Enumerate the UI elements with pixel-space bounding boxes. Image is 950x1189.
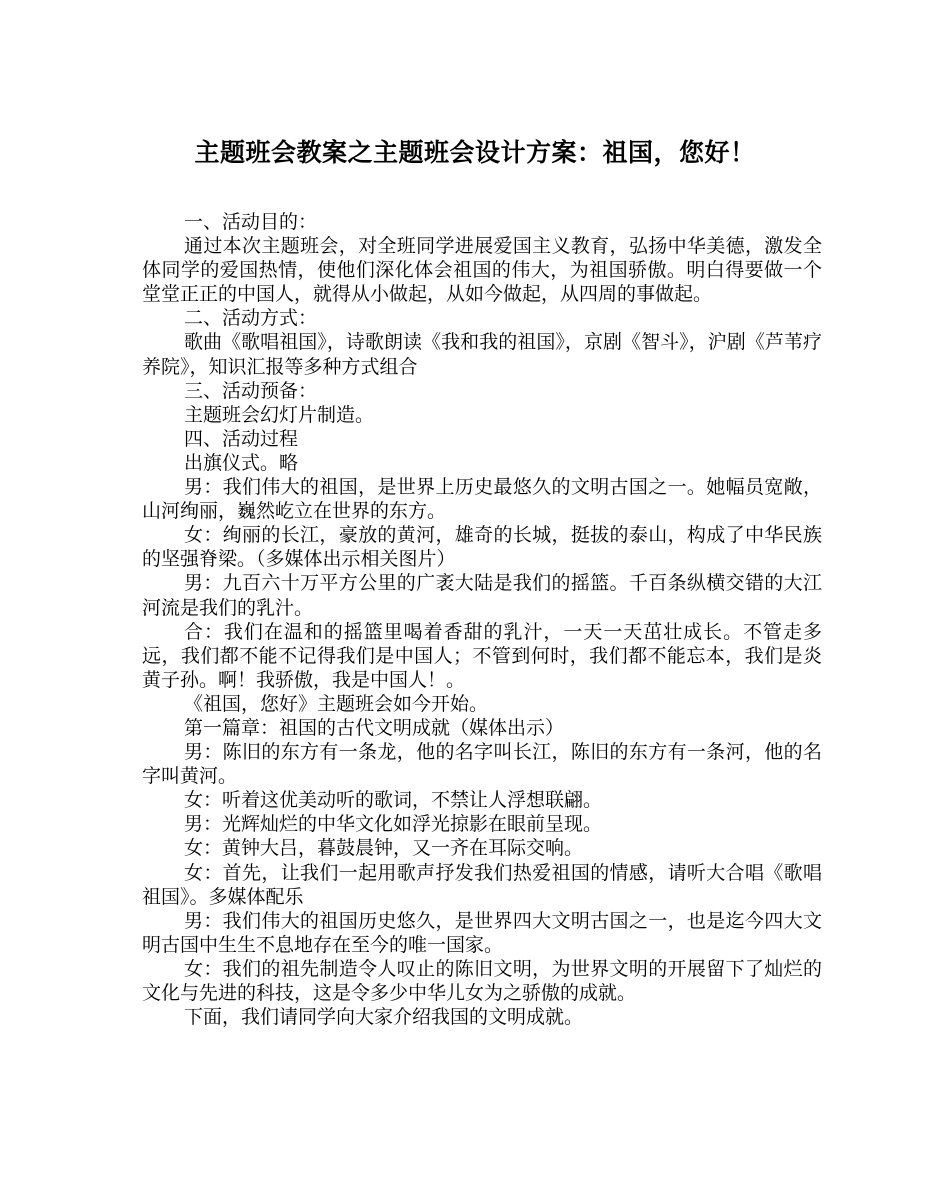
dialogue-line: 女：黄钟大吕，暮鼓晨钟，又一齐在耳际交响。 — [184, 837, 584, 860]
dialogue-line: 女：绚丽的长江，豪放的黄河，雄奇的长城，挺拔的泰山，构成了中华民族的坚强脊梁。（多媒体出示相关图片） — [142, 524, 822, 571]
paragraph: 《祖国，您好》主题班会如今开始。 — [184, 692, 489, 715]
chapter-heading: 第一篇章：祖国的古代文明成就（媒体出示） — [184, 716, 565, 739]
dialogue-line: 男：我们伟大的祖国历史悠久，是世界四大文明古国之一，也是迄今四大文明古国中生生不息地存在至今的唯一国家。 — [142, 909, 822, 956]
paragraph: 通过本次主题班会，对全班同学进展爱国主义教育，弘扬中华美德，激发全体同学的爱国热情，使他们深化体会祖国的伟大，为祖国骄傲。明白得要做一个堂堂正正的中国人，就得从小做起，从如今做起，从四周的事做起。 — [142, 235, 822, 306]
dialogue-line: 合：我们在温和的摇篮里喝着香甜的乳汁，一天一天茁壮成长。不管走多远，我们都不能不记得我们是中国人；不管到何时，我们都不能忘本，我们是炎黄子孙。啊！我骄傲，我是中国人！。 — [142, 620, 822, 691]
heading-activity-purpose: 一、活动目的： — [184, 211, 318, 233]
heading-activity-process: 四、活动过程 — [184, 427, 299, 450]
paragraph: 下面，我们请同学向大家介绍我国的文明成就。 — [184, 1006, 584, 1029]
heading-activity-preparation: 三、活动预备： — [184, 379, 318, 402]
paragraph: 主题班会幻灯片制造。 — [184, 403, 375, 426]
dialogue-line: 女：首先，让我们一起用歌声抒发我们热爱祖国的情感，请听大合唱《歌唱祖国》。多媒体配乐 — [142, 861, 822, 908]
paragraph: 出旗仪式。略 — [184, 451, 299, 474]
dialogue-line: 男：陈旧的东方有一条龙，他的名字叫长江，陈旧的东方有一条河，他的名字叫黄河。 — [142, 741, 822, 788]
dialogue-line: 女：听着这优美动听的歌词，不禁让人浮想联翩。 — [184, 789, 603, 812]
dialogue-line: 男：九百六十万平方公里的广袤大陆是我们的摇篮。千百条纵横交错的大江河流是我们的乳汁。 — [142, 572, 822, 619]
dialogue-line: 男：我们伟大的祖国，是世界上历史最悠久的文明古国之一。她幅员宽敞，山河绚丽，巍然屹立在世界的东方。 — [142, 476, 822, 523]
document-body — [142, 210, 822, 1029]
dialogue-line: 女：我们的祖先制造令人叹止的陈旧文明，为世界文明的开展留下了灿烂的文化与先进的科技，这是令多少中华儿女为之骄傲的成就。 — [142, 957, 822, 1004]
paragraph: 歌曲《歌唱祖国》，诗歌朗读《我和我的祖国》，京剧《智斗》，沪剧《芦苇疗养院》，知识汇报等多种方式组合 — [142, 331, 822, 378]
heading-activity-method: 二、活动方式： — [184, 307, 318, 330]
dialogue-line: 男：光辉灿烂的中华文化如浮光掠影在眼前呈现。 — [184, 813, 603, 836]
document-title: 主题班会教案之主题班会设计方案：祖国，您好！ — [194, 138, 756, 167]
